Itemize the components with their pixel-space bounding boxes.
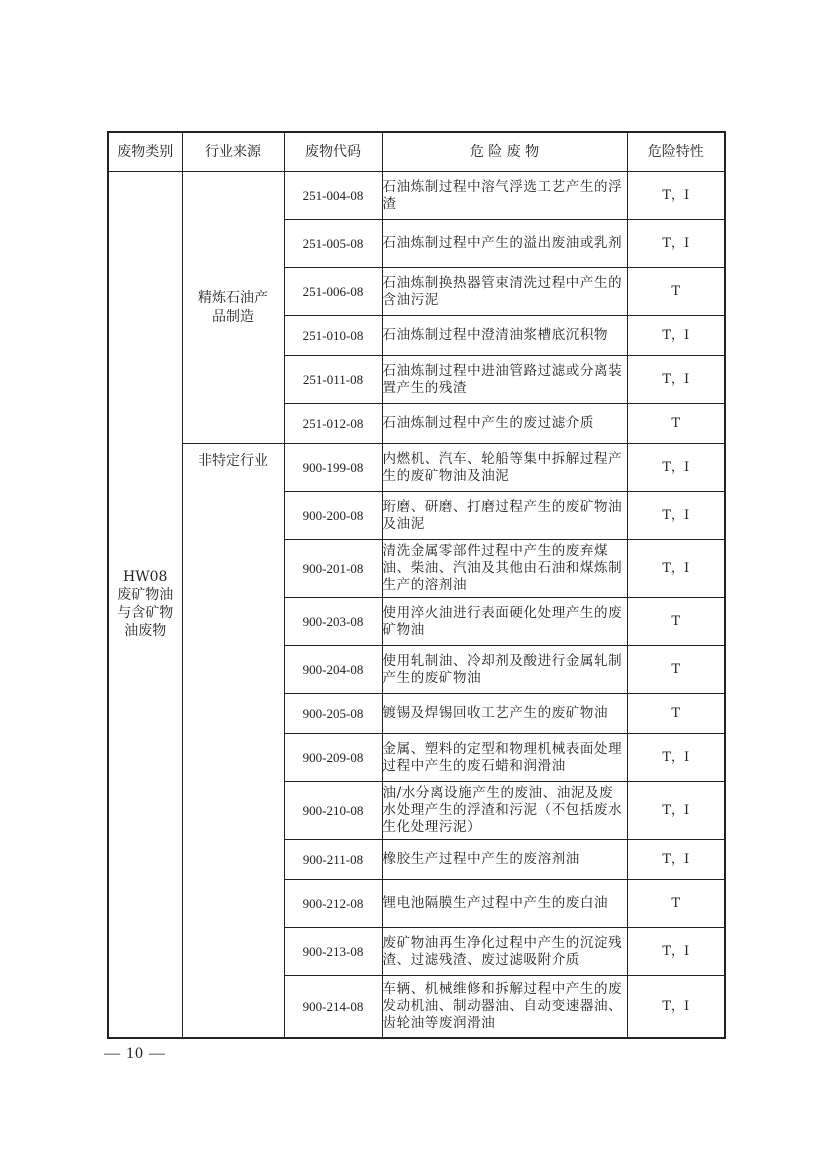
industry-source-cell: 精炼石油产 品制造 [182,172,284,444]
waste-description-cell: 石油炼制过程中溶气浮选工艺产生的浮渣 [382,172,627,220]
hazard-property-cell: T [627,268,725,316]
waste-code-cell: 251-010-08 [284,316,382,356]
waste-description-cell: 清洗金属零部件过程中产生的废弃煤油、柴油、汽油及其他由石油和煤炼制生产的溶剂油 [382,540,627,598]
waste-description-cell: 废矿物油再生净化过程中产生的沉淀残渣、过滤残渣、废过滤吸附介质 [382,928,627,976]
waste-code-cell: 251-011-08 [284,356,382,404]
waste-code-cell: 900-210-08 [284,782,382,840]
waste-code-cell: 900-200-08 [284,492,382,540]
industry-source-cell: 非特定行业 [182,444,284,1038]
waste-code-cell: 251-006-08 [284,268,382,316]
waste-code-cell: 900-209-08 [284,734,382,782]
hazard-property-cell: T [627,598,725,646]
hazardous-waste-table [107,131,726,1039]
hazard-property-cell: T [627,404,725,444]
waste-description-cell: 车辆、机械维修和拆解过程中产生的废发动机油、制动器油、自动变速器油、齿轮油等废润滑油 [382,976,627,1038]
waste-description-cell: 金属、塑料的定型和物理机械表面处理过程中产生的废石蜡和润滑油 [382,734,627,782]
waste-description-cell: 油/水分离设施产生的废油、油泥及废水处理产生的浮渣和污泥（不包括废水生化处理污泥） [382,782,627,840]
waste-code-cell: 251-005-08 [284,220,382,268]
hazard-property-cell: T，I [627,976,725,1038]
hazard-property-cell: T，I [627,734,725,782]
waste-code-cell: 251-012-08 [284,404,382,444]
hazard-property-cell: T，I [627,444,725,492]
waste-code-cell: 900-211-08 [284,840,382,880]
waste-code-cell: 900-214-08 [284,976,382,1038]
header-waste-code: 废物代码 [284,132,382,172]
hazard-property-cell: T [627,694,725,734]
hazard-property-cell: T，I [627,928,725,976]
waste-code-cell: 251-004-08 [284,172,382,220]
hazard-property-cell: T，I [627,172,725,220]
waste-code-cell: 900-201-08 [284,540,382,598]
waste-description-cell: 石油炼制过程中澄清油浆槽底沉积物 [382,316,627,356]
waste-description-cell: 石油炼制过程中进油管路过滤或分离装置产生的残渣 [382,356,627,404]
waste-code-cell: 900-203-08 [284,598,382,646]
hazard-property-cell: T，I [627,782,725,840]
waste-code-cell: 900-204-08 [284,646,382,694]
waste-code-cell: 900-213-08 [284,928,382,976]
page-number: — 10 — [104,1045,166,1062]
waste-description-cell: 石油炼制过程中产生的溢出废油或乳剂 [382,220,627,268]
hazard-property-cell: T，I [627,840,725,880]
header-industry-source: 行业来源 [182,132,284,172]
table-row [108,444,725,492]
header-category: 废物类别 [108,132,182,172]
hazard-property-cell: T，I [627,356,725,404]
waste-description-cell: 内燃机、汽车、轮船等集中拆解过程产生的废矿物油及油泥 [382,444,627,492]
table-header-row [108,132,725,172]
header-hazardous-waste: 危 险 废 物 [382,132,627,172]
waste-category-cell: HW08 废矿物油 与含矿物 油废物 [108,172,182,1038]
hazard-property-cell: T，I [627,492,725,540]
hazard-property-cell: T [627,880,725,928]
table-row [108,172,725,220]
waste-description-cell: 锂电池隔膜生产过程中产生的废白油 [382,880,627,928]
waste-description-cell: 使用轧制油、冷却剂及酸进行金属轧制产生的废矿物油 [382,646,627,694]
waste-code-cell: 900-199-08 [284,444,382,492]
waste-description-cell: 石油炼制换热器管束清洗过程中产生的含油污泥 [382,268,627,316]
waste-description-cell: 使用淬火油进行表面硬化处理产生的废矿物油 [382,598,627,646]
waste-code-cell: 900-205-08 [284,694,382,734]
table-body [108,172,725,1038]
hazard-property-cell: T，I [627,316,725,356]
waste-description-cell: 橡胶生产过程中产生的废溶剂油 [382,840,627,880]
waste-description-cell: 石油炼制过程中产生的废过滤介质 [382,404,627,444]
waste-code-cell: 900-212-08 [284,880,382,928]
hazard-property-cell: T，I [627,540,725,598]
header-hazard-property: 危险特性 [627,132,725,172]
waste-description-cell: 镀锡及焊锡回收工艺产生的废矿物油 [382,694,627,734]
hazard-property-cell: T [627,646,725,694]
waste-description-cell: 珩磨、研磨、打磨过程产生的废矿物油及油泥 [382,492,627,540]
hazard-property-cell: T，I [627,220,725,268]
